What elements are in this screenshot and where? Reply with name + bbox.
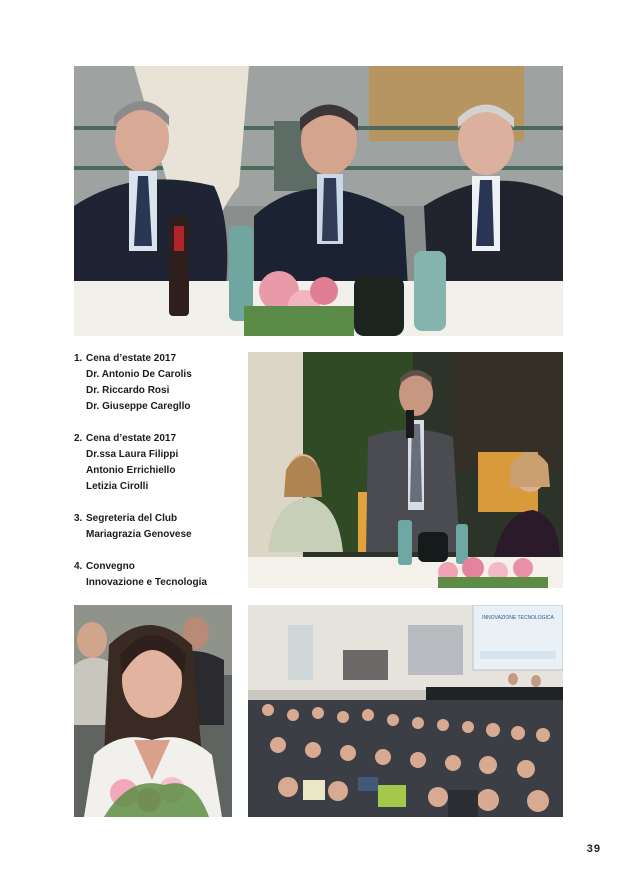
caption-number: 3. <box>74 513 83 524</box>
photo-dinner-three-men <box>74 66 563 336</box>
caption-name: Letizia Cirolli <box>86 481 149 492</box>
photo-club-secretary <box>74 605 232 817</box>
caption-name: Dr. Giuseppe Caregllo <box>86 401 191 412</box>
caption-title: Segreteria del Club <box>86 513 178 524</box>
caption-name: Dr. Antonio De Carolis <box>86 369 192 380</box>
caption-1 <box>74 351 242 415</box>
caption-name: Antonio Errichiello <box>86 465 176 476</box>
caption-number: 4. <box>74 561 83 572</box>
caption-number: 1. <box>74 353 83 364</box>
screen-title: INNOVAZIONE TECNOLOGICA <box>482 615 554 621</box>
caption-title: Convegno <box>86 561 135 572</box>
photo-captions <box>74 351 242 607</box>
caption-name: Innovazione e Tecnologia <box>86 577 207 588</box>
caption-title: Cena d’estate 2017 <box>86 353 177 364</box>
caption-3 <box>74 511 242 543</box>
caption-name: Dr.ssa Laura Filippi <box>86 449 179 460</box>
photo-conference-audience <box>248 605 563 817</box>
caption-title: Cena d’estate 2017 <box>86 433 177 444</box>
caption-name: Dr. Riccardo Rosi <box>86 385 170 396</box>
caption-4 <box>74 559 242 591</box>
caption-name: Mariagrazia Genovese <box>86 529 192 540</box>
caption-2 <box>74 431 242 495</box>
caption-number: 2. <box>74 433 83 444</box>
page-number: 39 <box>586 843 601 855</box>
photo-speaker-with-guests <box>248 352 563 588</box>
